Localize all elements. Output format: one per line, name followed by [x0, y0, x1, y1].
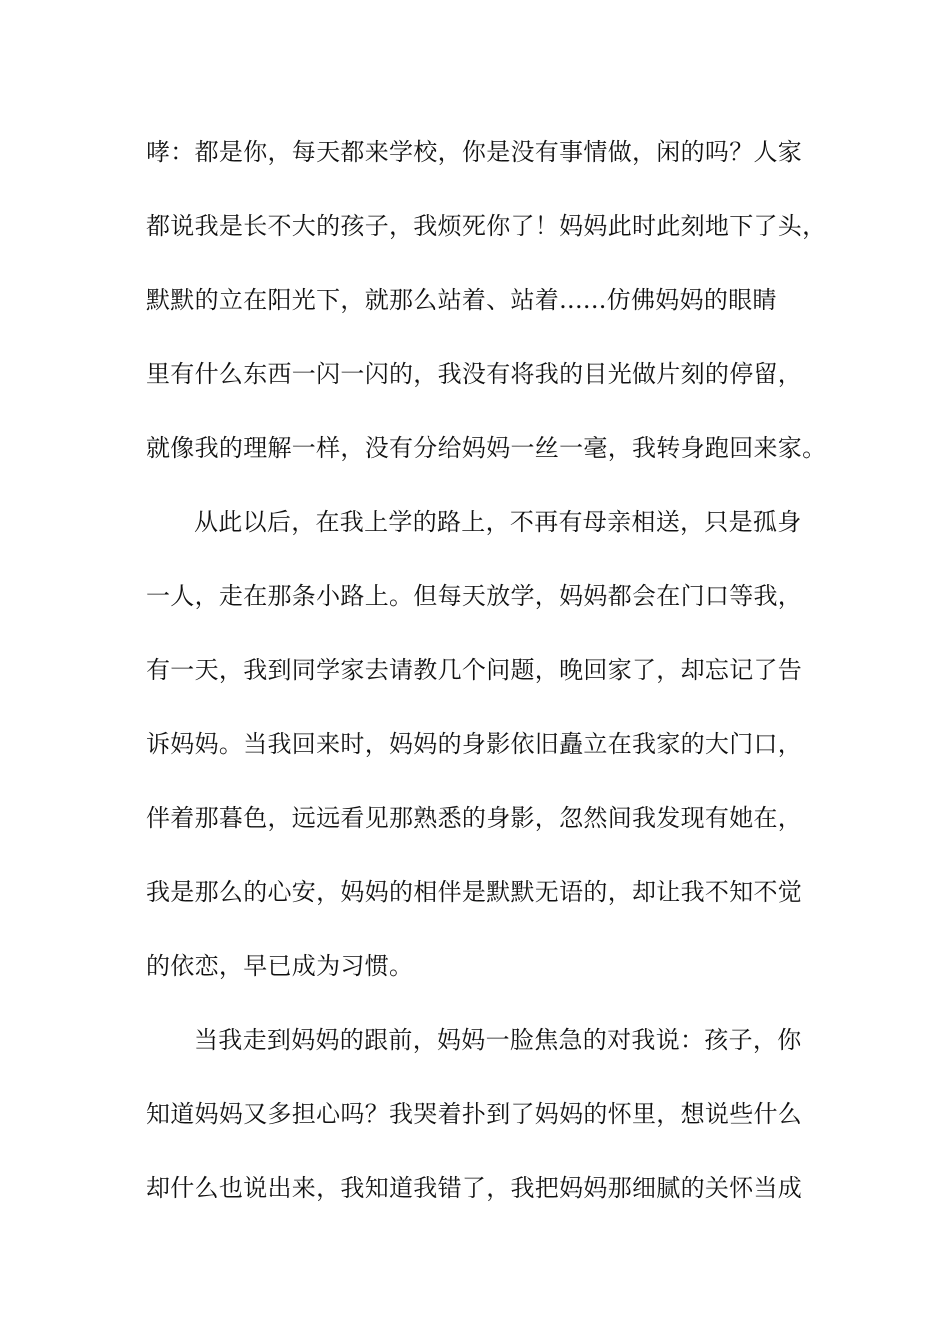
text-line-12: 的依恋，早已成为习惯。: [146, 952, 414, 980]
text-line-9: 诉妈妈。当我回来时，妈妈的身影依旧矗立在我家的大门口，: [146, 730, 803, 758]
text-line-14: 知道妈妈又多担心吗？我哭着扑到了妈妈的怀里，想说些什么: [146, 1100, 803, 1128]
text-line-2: 都说我是长不大的孩子，我烦死你了！妈妈此时此刻地下了头，: [146, 212, 827, 240]
text-line-5: 就像我的理解一样，没有分给妈妈一丝一毫，我转身跑回来家。: [146, 434, 827, 462]
text-line-7: 一人，走在那条小路上。但每天放学，妈妈都会在门口等我，: [146, 582, 803, 610]
text-line-15: 却什么也说出来，我知道我错了，我把妈妈那细腻的关怀当成: [146, 1174, 803, 1202]
text-line-10: 伴着那暮色，远远看见那熟悉的身影，忽然间我发现有她在，: [146, 804, 803, 832]
paragraph-2-first-line: 从此以后，在我上学的路上，不再有母亲相送，只是孤身: [194, 508, 802, 536]
text-line-11: 我是那么的心安，妈妈的相伴是默默无语的，却让我不知不觉: [146, 878, 803, 906]
text-line-4: 里有什么东西一闪一闪的，我没有将我的目光做片刻的停留，: [146, 360, 803, 388]
paragraph-3-first-line: 当我走到妈妈的跟前，妈妈一脸焦急的对我说：孩子，你: [194, 1026, 802, 1054]
text-line-8: 有一天，我到同学家去请教几个问题，晚回家了，却忘记了告: [146, 656, 803, 684]
text-line-3: 默默的立在阳光下，就那么站着、站着......仿佛妈妈的眼睛: [146, 286, 777, 314]
text-line-1: 哮：都是你，每天都来学校，你是没有事情做，闲的吗？人家: [146, 138, 803, 166]
